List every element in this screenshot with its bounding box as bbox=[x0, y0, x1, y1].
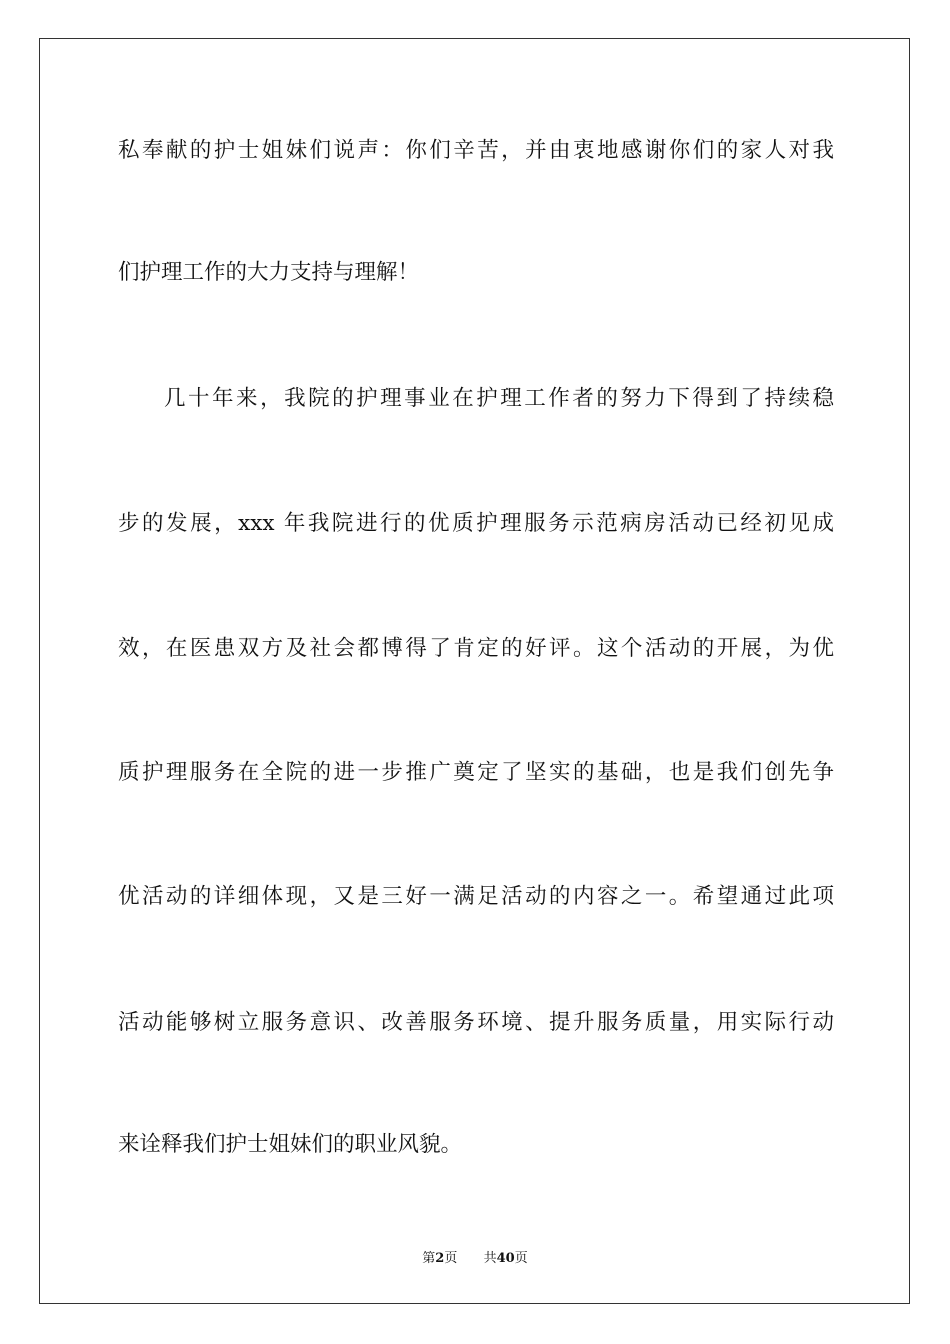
body-line-6: 质护理服务在全院的进一步推广奠定了坚实的基础，也是我们创先争 bbox=[118, 760, 834, 785]
footer-total-suffix: 页 bbox=[514, 1251, 528, 1266]
body-line-2: 们护理工作的大力支持与理解！ bbox=[118, 260, 420, 285]
body-line-4: 步的发展，xxx 年我院进行的优质护理服务示范病房活动已经初见成 bbox=[118, 511, 834, 536]
page-footer bbox=[0, 1247, 950, 1266]
footer-page-prefix: 第 bbox=[422, 1251, 436, 1266]
body-line-8: 活动能够树立服务意识、改善服务环境、提升服务质量，用实际行动 bbox=[118, 1010, 834, 1035]
footer-page-suffix: 页 bbox=[444, 1251, 458, 1266]
page-border bbox=[39, 38, 910, 1304]
body-line-7: 优活动的详细体现，又是三好一满足活动的内容之一。希望通过此项 bbox=[118, 884, 834, 909]
body-line-1: 私奉献的护士姐妹们说声：你们辛苦，并由衷地感谢你们的家人对我 bbox=[118, 138, 834, 163]
body-line-9: 来诠释我们护士姐妹们的职业风貌。 bbox=[118, 1132, 463, 1157]
footer-page-number: 2 bbox=[435, 1251, 445, 1266]
footer-total-prefix: 共 bbox=[483, 1251, 497, 1266]
footer-total-pages: 40 bbox=[496, 1251, 515, 1266]
body-line-5: 效，在医患双方及社会都博得了肯定的好评。这个活动的开展，为优 bbox=[118, 636, 834, 661]
body-line-3: 几十年来，我院的护理事业在护理工作者的努力下得到了持续稳 bbox=[164, 386, 834, 411]
